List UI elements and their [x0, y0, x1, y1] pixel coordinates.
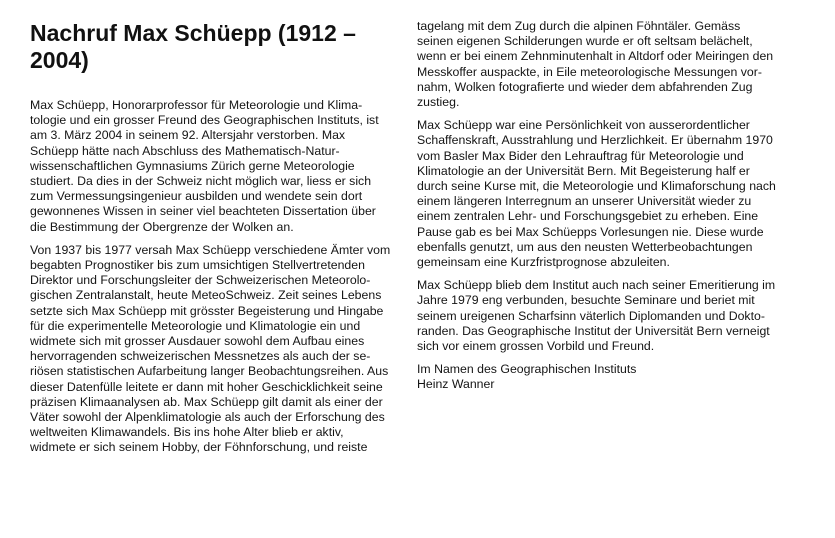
- text-line: begabten Prognostiker bis zum umsichtigen Stellvertretenden: [30, 258, 365, 273]
- text-line: präzisen Klimaanalysen ab. Max Schüepp gilt damit als einer der: [30, 394, 383, 409]
- text-line: widmete sich mit grosser Ausdauer sowohl dem Aufbau eines: [30, 334, 365, 349]
- text-line: Schaffenskraft, Ausstrahlung und Herzlichkeit. Er übernahm 1970: [417, 133, 773, 148]
- text-line: seinen eigenen Schilderungen wurde er oft seltsam belächelt,: [417, 34, 753, 49]
- signature-block: [417, 362, 809, 392]
- text-line: studiert. Da dies in der Schweiz nicht möglich war, liess er sich: [30, 174, 372, 189]
- text-line: zum Vermessungsingenieur ausbilden und wendete sein dort: [30, 189, 363, 204]
- text-line: durch seine Kurse mit, die Meteorologie und Klimaforschung nach: [417, 179, 776, 194]
- text-line: gewonnenes Wissen in seiner viel beachteten Dissertation über: [30, 204, 376, 219]
- obituary-title: [30, 20, 390, 74]
- text-line: widmete er sich seinem Hobby, der Föhnforschung, und reiste: [30, 440, 368, 455]
- text-line: für die experimentelle Meteorologie und Klimatologie ein und: [30, 318, 361, 333]
- right-column: [417, 19, 809, 393]
- text-line: am 3. März 2004 in seinem 92. Altersjahr verstorben. Max: [30, 128, 346, 143]
- text-line: gischen Zentralanstalt, heute MeteoSchweiz. Zeit seines Lebens: [30, 288, 382, 303]
- paragraph-gap: [417, 270, 809, 278]
- text-line: randen. Das Geographische Institut der Universität Bern verneigt: [417, 323, 770, 338]
- text-line: die Bestimmung der Obergrenze der Wolken an.: [30, 219, 294, 234]
- text-line: setzte sich Max Schüepp mit grösster Begeisterung und Hingabe: [30, 303, 384, 318]
- paragraph-gap: [417, 354, 809, 362]
- text-line: dieser Datenfülle leitete er dann mit hoher Geschicklichkeit seine: [30, 379, 383, 394]
- paragraph-biography: [30, 98, 390, 235]
- text-line: Messkoffer auspackte, in Eile meteorologische Messungen vor-: [417, 64, 762, 79]
- text-line: hervorragenden schweizerischen Messnetzes als auch der se-: [30, 349, 371, 364]
- text-line: wissenschaftlichen Gymnasiums Zürich gerne Meteorologie: [30, 158, 355, 173]
- text-line: Direktor und Forschungsleiter der Schweizerischen Meteorolo-: [30, 273, 371, 288]
- paragraph-personality: [417, 118, 809, 270]
- paragraph-gap: [417, 110, 809, 118]
- signature-line-author: Heinz Wanner: [417, 377, 495, 392]
- paragraph-emeritus: [417, 278, 809, 354]
- title-line: 2004): [30, 47, 89, 73]
- paragraph-gap: [30, 235, 390, 243]
- text-line: riösen statistischen Aufarbeitung langer Beobachtungsreihen. Aus: [30, 364, 389, 379]
- text-line: Klimatologie an der Universität Bern. Mit Begeisterung half er: [417, 163, 750, 178]
- title-line: Nachruf Max Schüepp (1912 –: [30, 20, 356, 46]
- text-line: Max Schüepp, Honorarprofessor für Meteorologie und Klima-: [30, 98, 363, 112]
- text-line: Väter sowohl der Alpenklimatologie als auch der Erforschung des: [30, 410, 385, 425]
- text-line: Pause gab es bei Max Schüepps Vorlesungen nie. Diese wurde: [417, 224, 764, 239]
- text-line: ebenfalls genutzt, um aus den neusten Wetterbeobachtungen: [417, 239, 753, 254]
- text-line: wenn er bei einem Zehnminutenhalt in Altdorf oder Meiringen den: [417, 49, 774, 64]
- text-line: Schüepp hätte nach Abschluss des Mathematisch-Natur-: [30, 143, 340, 158]
- text-line: weltweiten Klimawandels. Bis ins hohe Alter blieb er aktiv,: [30, 425, 344, 440]
- text-line: Max Schüepp war eine Persönlichkeit von ausserordentlicher: [417, 118, 750, 133]
- text-line: tagelang mit dem Zug durch die alpinen Föhntäler. Gemäss: [417, 19, 741, 33]
- text-line: tologie und ein grosser Freund des Geographischen Instituts, ist: [30, 113, 379, 128]
- text-line: Jahre 1979 eng verbunden, besuchte Seminare und beriet mit: [417, 293, 755, 308]
- text-line: Max Schüepp blieb dem Institut auch nach seiner Emeritierung im: [417, 278, 776, 293]
- text-line: vom Basler Max Bider den Lehrauftrag für Meteorologie und: [417, 148, 744, 163]
- text-line: zustieg.: [417, 95, 460, 110]
- left-column: [30, 20, 390, 456]
- paragraph-foehn-travels: [417, 19, 809, 110]
- paragraph-career: [30, 243, 390, 456]
- text-line: einem längeren Interregnum an unserer Universität wieder zu: [417, 194, 752, 209]
- text-line: Von 1937 bis 1977 versah Max Schüepp verschiedene Ämter vom: [30, 242, 391, 257]
- text-line: gemeinsam eine Kurzfristprognose abzuleiten.: [417, 255, 670, 270]
- text-line: einem zentralen Lehr- und Forschungsgebiet zu erheben. Eine: [417, 209, 759, 224]
- text-line: seinem ureigenen Scharfsinn väterlich Diplomanden und Dokto-: [417, 308, 765, 323]
- text-line: nahm, Wolken fotografierte und wieder dem abfahrenden Zug: [417, 79, 753, 94]
- signature-line-institute: Im Namen des Geographischen Instituts: [417, 362, 637, 377]
- text-line: sich vor einem grossen Vorbild und Freund.: [417, 339, 655, 354]
